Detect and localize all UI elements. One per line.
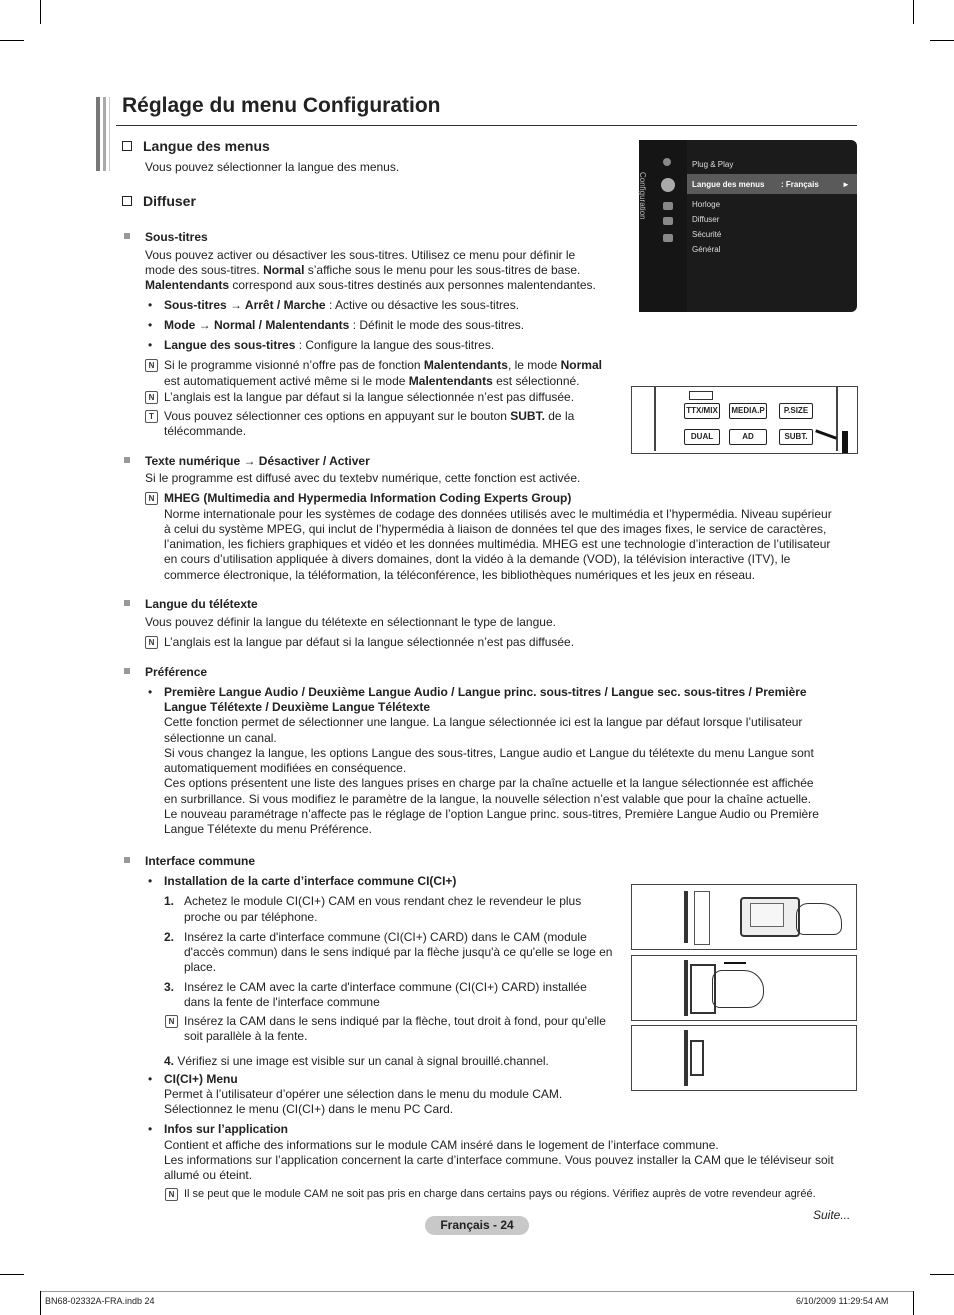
text-line: d'accès commun) dans le sens indiqué par la flèche jusqu'à ce qu'elle se loge en — [184, 945, 613, 959]
subheading-sous-titres: Sous-titres — [145, 230, 208, 244]
tv-slot — [684, 960, 688, 1016]
text-line: commerce électronique, la téléformation, la téléconférence, les bibliothèques numériques et les jeux en réseau. — [164, 568, 755, 582]
menu-selected-value: : Français — [781, 180, 819, 189]
text-line: Infos sur l’application — [164, 1122, 289, 1136]
text-line: Le nouveau paramétrage n’affecte pas le réglage de l’option Langue princ. sous-titres, Première Langue Audio ou Première — [164, 807, 819, 821]
checkbox-icon — [122, 196, 132, 206]
crop-mark — [930, 40, 954, 41]
cam-module — [684, 891, 688, 943]
subheading-langue-teletexte: Langue du télétexte — [145, 597, 258, 611]
text-span: Langue des sous-titres — [164, 338, 296, 352]
ttx-mix-button[interactable]: TTX/MIX — [684, 403, 720, 419]
menu-item-securite[interactable]: Sécurité — [692, 230, 722, 239]
pointer-bar — [842, 431, 848, 453]
bullet-icon: • — [148, 1072, 153, 1086]
text-span: Si le programme visionné n’offre pas de fonction — [164, 358, 424, 372]
note-text — [164, 358, 602, 373]
crop-mark — [930, 1274, 954, 1275]
text-line: Insérez le CAM avec la carte d'interface commune (CI(CI+) CARD) installée — [184, 980, 587, 994]
crop-mark — [40, 0, 41, 24]
list-item — [164, 318, 524, 333]
page-number: Français - 24 — [425, 1216, 529, 1235]
text-span: de la — [544, 409, 575, 423]
text-line: Première Langue Audio / Deuxième Langue Audio / Langue princ. sous-titres / Langue sec. sous-titres / Première — [164, 685, 807, 699]
text-line: proche ou par téléphone. — [184, 910, 318, 924]
section-heading-text: Diffuser — [143, 193, 196, 209]
text-line: Langue Télétexte / Deuxième Langue Télétexte — [164, 700, 431, 714]
text-line: Langue Télétexte du menu Préférence. — [164, 822, 372, 836]
text-span: , le mode — [507, 358, 561, 372]
crop-mark — [0, 40, 24, 41]
text-line: Vous pouvez activer ou désactiver les sous-titres. Utilisez ce menu pour définir le — [145, 248, 576, 262]
text-span: est sélectionné. — [492, 374, 580, 388]
square-bullet-icon — [124, 857, 130, 863]
picture-icon — [663, 158, 671, 166]
text-line: Les informations sur l’application concernent la carte d’interface commune. Vous pouvez installer la CAM que le téléviseur soit — [164, 1153, 834, 1167]
menu-item-general[interactable]: Général — [692, 245, 721, 254]
text-span: Mode → Normal / Malentendants — [164, 318, 350, 332]
square-bullet-icon — [124, 457, 130, 463]
bullet-icon: • — [148, 338, 153, 352]
cam-module — [690, 1040, 704, 1076]
remote-illustration — [631, 386, 858, 454]
bullet-icon: • — [148, 1122, 153, 1136]
text-line: automatiquement modifiées en conséquence. — [164, 761, 407, 775]
text-line: Achetez le module CI(CI+) CAM en vous rendant chez le revendeur le plus — [184, 894, 582, 908]
note-icon: N — [165, 1015, 178, 1028]
step-number: 3. — [164, 980, 175, 994]
text-span: Malentendants — [145, 278, 230, 292]
text-line: place. — [184, 960, 217, 974]
square-bullet-icon — [124, 600, 130, 606]
note-text: soit parallèle à la fente. — [184, 1029, 308, 1043]
p-size-button[interactable]: P.SIZE — [779, 403, 813, 419]
text-span: : Configure la langue des sous-titres. — [295, 338, 495, 352]
step-number: 4. — [164, 1054, 175, 1068]
title-bar-decoration — [109, 97, 110, 171]
text-line: allumé ou éteint. — [164, 1168, 253, 1182]
text-line: Cette fonction permet de sélectionner une langue. La langue sélectionnée ici est la langue par défaut lorsque l’utilisateur — [164, 715, 803, 729]
text-span: est automatiquement activé même si le mode — [164, 374, 409, 388]
text-span: mode des sous-titres. — [145, 263, 264, 277]
text-span: SUBT. — [510, 409, 545, 423]
step-number: 2. — [164, 930, 175, 944]
note-text — [164, 374, 580, 389]
text-line: en surbrillance. Si vous modifiez le paramètre de la langue, la nouvelle sélection n’est valable que pour la chaîne actuelle. — [164, 792, 812, 806]
text-line — [164, 1054, 549, 1069]
step-number: 1. — [164, 894, 175, 908]
text-line: en cours d’utilisation appliquée à divers domaines, dont la vidéo à la demande (VOD), la télévision interactive (ITV), le — [164, 552, 791, 566]
text-line: Norme internationale pour les systèmes de codage des données utilisés avec le multimédia et l’hypermédia. Niveau supérieur — [164, 507, 832, 521]
text-line: l’animation, les fichiers graphiques et vidéo et les données multimédia. MHEG est une technologie d’interaction de l’utilisateur — [164, 537, 831, 551]
gear-icon — [661, 178, 675, 192]
subheading-texte-numerique: Texte numérique → Désactiver / Activer — [145, 454, 370, 468]
tv-slot — [684, 1030, 688, 1086]
bullet-icon: • — [148, 874, 153, 888]
title-bar-decoration — [96, 97, 100, 171]
square-bullet-icon — [124, 233, 130, 239]
section-heading-langue-menus — [122, 139, 270, 154]
note-text: L’anglais est la langue par défaut si la langue sélectionnée n’est pas diffusée. — [164, 635, 575, 649]
teletext-icon — [689, 391, 713, 400]
ad-button[interactable]: AD — [729, 429, 767, 445]
text-line: à celui du système MPEG, qui inclut de l’hypermédia à liaison de données tel que des images fixes, le service de caractères, — [164, 522, 827, 536]
channel-icon — [663, 202, 673, 210]
application-icon — [663, 234, 673, 242]
hand-illustration — [712, 970, 764, 1008]
note-title: MHEG (Multimedia and Hypermedia Information Coding Experts Group) — [164, 491, 572, 505]
text-line: Contient et affiche des informations sur le module CAM inséré dans le logement de l’interface commune. — [164, 1138, 719, 1152]
footer-date: 6/10/2009 11:29:54 AM — [796, 1296, 889, 1306]
text-line: Si le programme est diffusé avec du textebv numérique, cette fonction est activée. — [145, 471, 581, 485]
text-span: s’affiche sous le menu pour les sous-titres de base. — [304, 263, 581, 277]
text-line: Sélectionnez le menu (CI(CI+) dans le menu PC Card. — [164, 1102, 454, 1116]
subheading-interface-commune: Interface commune — [145, 854, 256, 868]
menu-item-langue-menus[interactable]: Langue des menus — [692, 180, 765, 189]
text-line: Ces options présentent une liste des langues prises en charge par la chaîne actuelle et la langue sélectionnée est affichée — [164, 776, 814, 790]
tv-menu-screenshot — [639, 140, 857, 312]
ci-card-chip — [750, 903, 784, 927]
text-line: Si vous changez la langue, les options Langue des sous-titres, Langue audio et Langue du télétexte du menu Langue sont — [164, 746, 814, 760]
text-line: Installation de la carte d’interface commune CI(CI+) — [164, 874, 457, 888]
bullet-icon: • — [148, 685, 153, 699]
text-span: Sous-titres → Arrêt / Marche — [164, 298, 326, 312]
subheading-preference: Préférence — [145, 665, 208, 679]
checkbox-icon — [122, 141, 132, 151]
text-line: Insérez la carte d'interface commune (CI(CI+) CARD) dans le CAM (module — [184, 930, 587, 944]
text-span: correspond aux sous-titres destinés aux personnes malentendantes. — [229, 278, 596, 292]
list-item — [164, 338, 494, 353]
cam-insert-figure — [631, 955, 857, 1021]
text-span: Normal — [263, 263, 305, 277]
text-span: Vous pouvez sélectionner ces options en appuyant sur le bouton — [164, 409, 511, 423]
text-span: : Définit le mode des sous-titres. — [349, 318, 525, 332]
text-line — [145, 278, 596, 293]
input-icon — [663, 217, 673, 225]
title-bar-decoration — [103, 97, 106, 171]
hand-illustration — [796, 903, 842, 935]
cam-installed-figure — [631, 1025, 857, 1091]
text-line — [145, 263, 580, 278]
bullet-icon: • — [148, 298, 153, 312]
media-p-button[interactable]: MEDIA.P — [729, 403, 767, 419]
footer-file: BN68-02332A-FRA.indb 24 — [45, 1296, 155, 1306]
crop-mark — [0, 1274, 24, 1275]
langue-menus-desc: Vous pouvez sélectionner la langue des menus. — [145, 160, 400, 174]
note-text: L’anglais est la langue par défaut si la langue sélectionnée n’est pas diffusée. — [164, 390, 575, 404]
square-bullet-icon — [124, 668, 130, 674]
note-text: Insérez la CAM dans le sens indiqué par la flèche, tout droit à fond, pour qu'elle — [184, 1014, 606, 1028]
footer-rule — [41, 1291, 913, 1292]
subt-button[interactable]: SUBT. — [779, 429, 813, 445]
dual-button[interactable]: DUAL — [684, 429, 720, 445]
chevron-right-icon: ► — [842, 180, 850, 189]
crop-mark — [913, 1291, 914, 1315]
remote-note-icon: T — [145, 410, 158, 423]
text-span: : Active ou désactive les sous-titres. — [325, 298, 520, 312]
list-item — [164, 298, 519, 313]
text-line: Vous pouvez définir la langue du télétexte en sélectionnant le type de langue. — [145, 615, 556, 629]
arrow-left-icon — [724, 962, 746, 964]
menu-item-horloge[interactable]: Horloge — [692, 200, 721, 209]
text-line: Permet à l’utilisateur d’opérer une sélection dans le menu du module CAM. — [164, 1087, 563, 1101]
menu-item-plug-play[interactable]: Plug & Play — [692, 160, 734, 169]
text-span: Vérifiez si une image est visible sur un canal à signal brouillé.channel. — [174, 1054, 549, 1068]
note-icon: N — [145, 391, 158, 404]
note-icon: N — [145, 359, 158, 372]
page-title: Réglage du menu Configuration — [122, 94, 441, 117]
crop-mark — [913, 0, 914, 24]
text-span: Malentendants — [423, 358, 508, 372]
text-line: dans la fente de l'interface commune — [184, 995, 380, 1009]
crop-mark — [40, 1291, 41, 1315]
continued-label: Suite... — [813, 1208, 851, 1222]
menu-side-label: Configuration — [638, 172, 647, 220]
note-icon: N — [145, 492, 158, 505]
note-icon: N — [165, 1188, 178, 1201]
menu-sidebar — [639, 140, 687, 312]
note-icon: N — [145, 636, 158, 649]
section-heading-text: Langue des menus — [143, 138, 270, 154]
text-line: CI(CI+) Menu — [164, 1072, 238, 1086]
note-text: télécommande. — [164, 424, 247, 438]
cam-slot — [694, 891, 710, 945]
section-heading-diffuser — [122, 194, 196, 209]
text-span: Malentendants — [408, 374, 493, 388]
title-rule — [116, 125, 857, 126]
bullet-icon: • — [148, 318, 153, 332]
ci-card-insert-figure — [631, 884, 857, 950]
text-line: sélectionne un canal. — [164, 731, 277, 745]
menu-item-diffuser[interactable]: Diffuser — [692, 215, 720, 224]
note-text — [164, 409, 574, 424]
note-text: Il se peut que le module CAM ne soit pas pris en charge dans certains pays ou régions. Vérifiez auprès de votre revendeur agréé. — [184, 1188, 816, 1200]
text-span: Normal — [560, 358, 602, 372]
